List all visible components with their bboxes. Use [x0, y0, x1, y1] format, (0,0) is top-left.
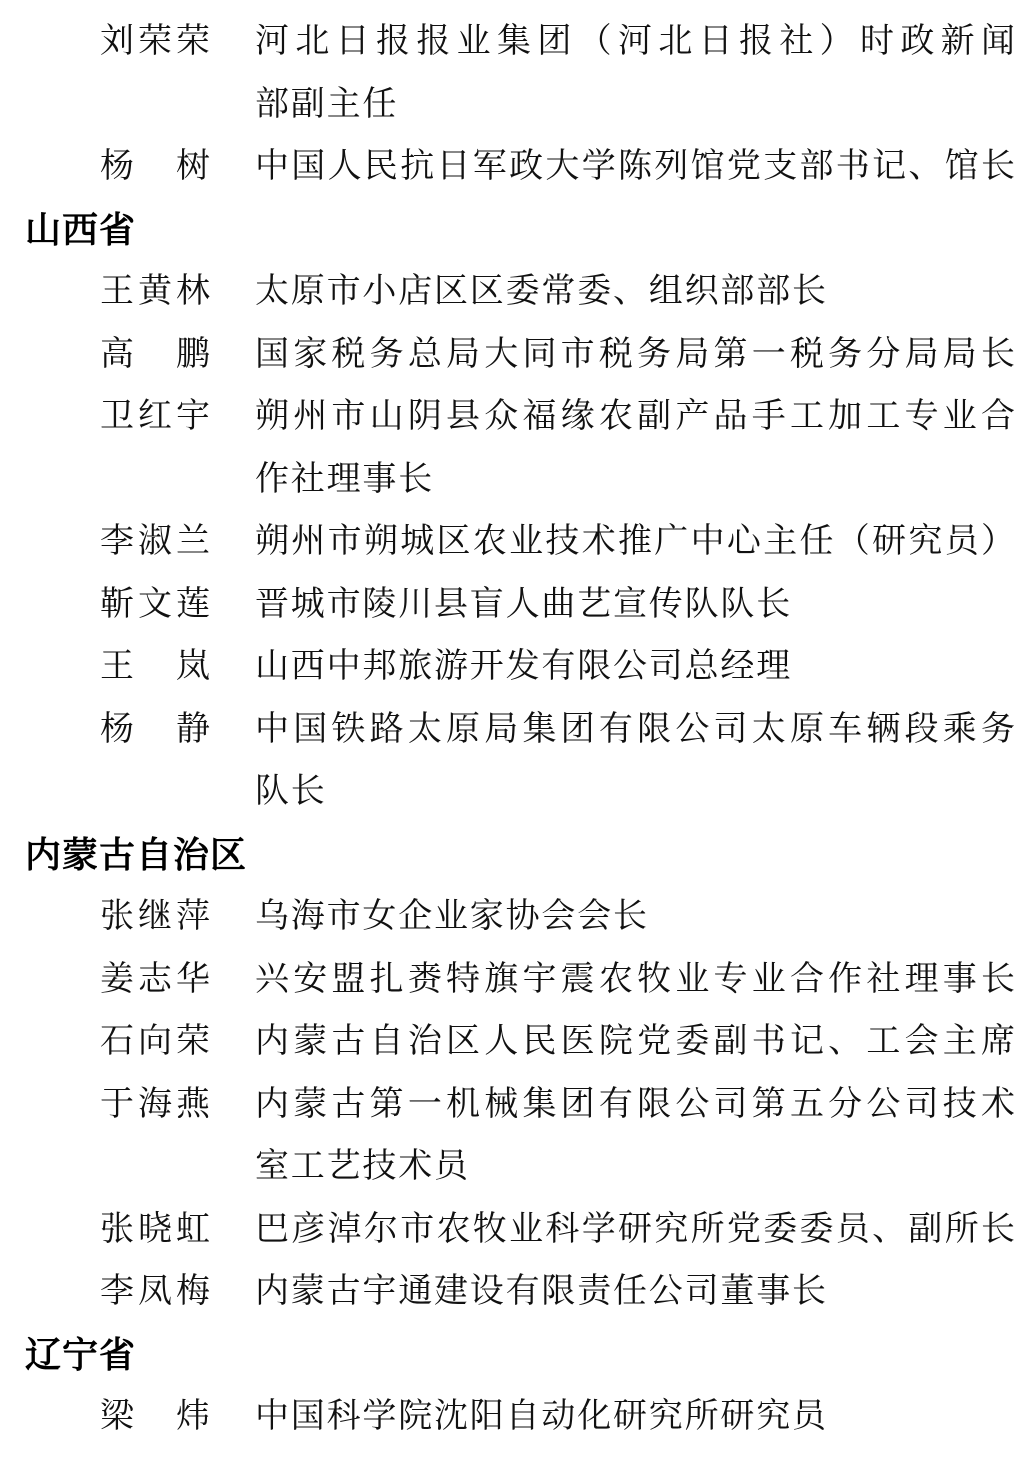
person-name: 靳文莲 — [100, 585, 210, 623]
roster-entry — [100, 1199, 1025, 1262]
person-position — [255, 136, 1015, 199]
position-line: 室工艺技术员 — [255, 1148, 470, 1185]
province-section — [0, 199, 1025, 824]
position-line: 晋城市陵川县盲人曲艺宣传队队长 — [255, 585, 792, 623]
roster-entry — [100, 1386, 1025, 1449]
roster-entry — [100, 11, 1025, 136]
person-position — [255, 949, 1015, 1012]
roster-entry — [100, 949, 1025, 1012]
section-entries — [0, 261, 1025, 824]
position-line: 内蒙古宇通建设有限责任公司董事长 — [255, 1273, 828, 1310]
person-name: 石向荣 — [100, 1023, 210, 1060]
roster-entry — [100, 324, 1025, 387]
person-position — [255, 699, 1015, 824]
roster-entry — [100, 699, 1025, 824]
position-line: 中国铁路太原局集团有限公司太原车辆段乘务 — [255, 710, 1015, 748]
section-entries — [0, 886, 1025, 1324]
person-position — [255, 324, 1015, 387]
position-line: 队长 — [255, 773, 327, 810]
person-name: 姜志华 — [100, 960, 210, 998]
position-line: 朔州市山阴县众福缘农副产品手工加工专业合 — [255, 398, 1015, 435]
province-header: 辽宁省 — [25, 1333, 137, 1375]
position-line: 内蒙古自治区人民医院党委副书记、工会主席 — [255, 1023, 1015, 1060]
roster-entry — [100, 636, 1025, 699]
roster-entry — [100, 1074, 1025, 1199]
position-line: 太原市小店区区委常委、组织部部长 — [255, 273, 828, 310]
position-line: 内蒙古第一机械集团有限公司第五分公司技术 — [255, 1085, 1015, 1123]
person-name: 张继萍 — [100, 898, 210, 935]
person-position — [255, 1199, 1015, 1262]
person-name: 卫红宇 — [100, 398, 210, 435]
position-line: 乌海市女企业家协会会长 — [255, 898, 649, 935]
province-section — [0, 824, 1025, 1324]
roster-entry — [100, 1261, 1025, 1324]
roster-entry — [100, 1011, 1025, 1074]
person-position — [255, 1074, 1015, 1199]
person-name: 王岚 — [100, 648, 210, 685]
province-section — [0, 11, 1025, 199]
roster-entry — [100, 574, 1025, 637]
position-line: 中国人民抗日军政大学陈列馆党支部书记、馆长 — [255, 148, 1015, 185]
roster-entry — [100, 511, 1025, 574]
person-name: 杨树 — [100, 148, 210, 185]
person-name: 王黄林 — [100, 273, 210, 310]
position-line: 部副主任 — [255, 85, 399, 123]
province-section — [0, 1324, 1025, 1449]
person-name: 刘荣荣 — [100, 23, 210, 60]
position-line: 巴彦淖尔市农牧业科学研究所党委委员、副所长 — [255, 1210, 1015, 1248]
person-position — [255, 1386, 1015, 1449]
position-line: 作社理事长 — [255, 460, 434, 498]
province-header: 山西省 — [25, 208, 137, 250]
position-line: 兴安盟扎赉特旗宇震农牧业专业合作社理事长 — [255, 960, 1015, 998]
award-roster-list — [0, 11, 1025, 1449]
person-position — [255, 1011, 1015, 1074]
person-name: 李凤梅 — [100, 1273, 210, 1310]
person-position — [255, 886, 1015, 949]
person-position — [255, 11, 1015, 136]
person-name: 李淑兰 — [100, 523, 210, 560]
position-line: 中国科学院沈阳自动化研究所研究员 — [255, 1398, 828, 1435]
roster-entry — [100, 136, 1025, 199]
person-position — [255, 386, 1015, 511]
roster-entry — [100, 386, 1025, 511]
person-name: 张晓虹 — [100, 1210, 210, 1248]
roster-entry — [100, 886, 1025, 949]
person-position — [255, 636, 1015, 699]
position-line: 朔州市朔城区农业技术推广中心主任（研究员） — [255, 523, 1015, 560]
province-header: 内蒙古自治区 — [25, 833, 248, 875]
position-line: 山西中邦旅游开发有限公司总经理 — [255, 648, 792, 685]
person-position — [255, 511, 1015, 574]
position-line: 河北日报报业集团（河北日报社）时政新闻 — [255, 23, 1015, 60]
person-name: 杨静 — [100, 710, 210, 748]
section-entries — [0, 11, 1025, 199]
section-entries — [0, 1386, 1025, 1449]
person-name: 梁炜 — [100, 1398, 210, 1435]
person-name: 高鹏 — [100, 335, 210, 373]
position-line: 国家税务总局大同市税务局第一税务分局局长 — [255, 335, 1015, 373]
person-position — [255, 1261, 1015, 1324]
roster-entry — [100, 261, 1025, 324]
person-position — [255, 261, 1015, 324]
person-name: 于海燕 — [100, 1085, 210, 1123]
person-position — [255, 574, 1015, 637]
